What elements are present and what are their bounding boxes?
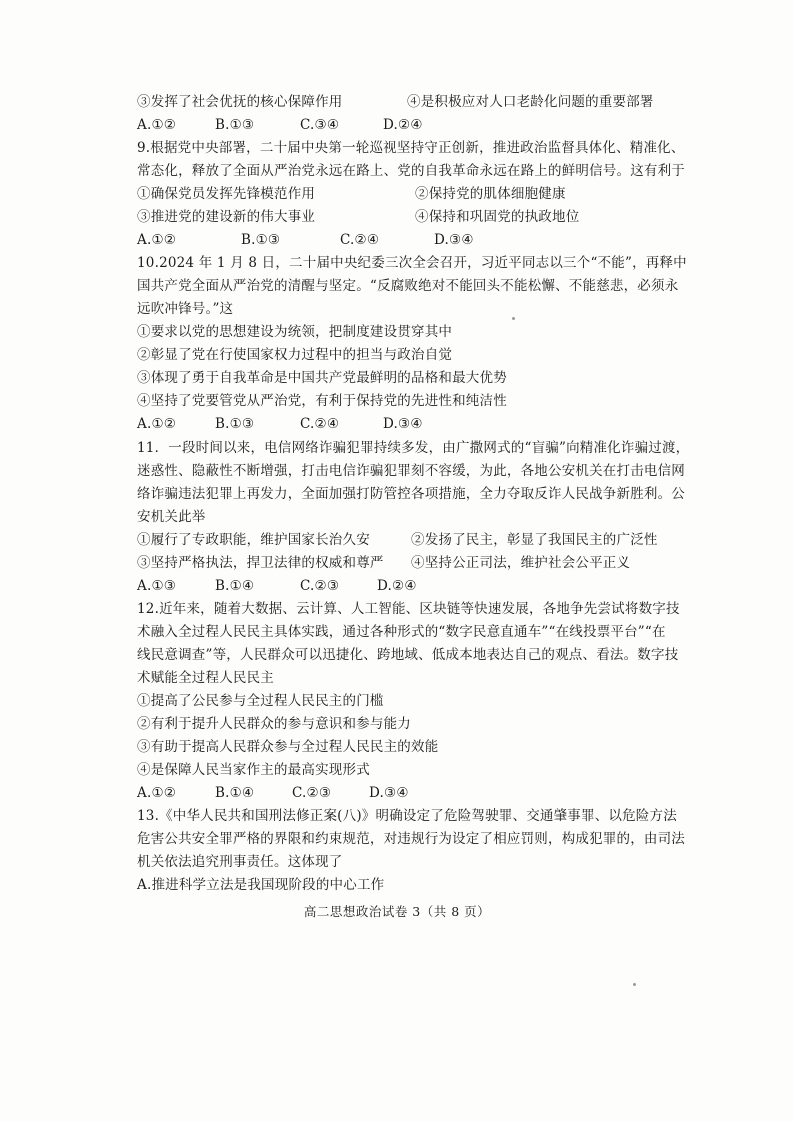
q10-statement-3: ③体现了勇于自我革命是中国共产党最鲜明的品格和最大优势 [137, 370, 507, 386]
q11-option-a: A.①③ [137, 578, 177, 594]
q12-statement-2: ②有利于提升人民群众的参与意识和参与能力 [137, 716, 411, 732]
q11-statement-4: ④坚持公正司法，维护社会公平正义 [411, 555, 631, 571]
q9-statement-2: ②保持党的肌体细胞健康 [415, 186, 566, 202]
q9-stem-line-2: 常态化，释放了全面从严治党永远在路上、党的自我革命永远在路上的鲜明信号。这有利于 [137, 163, 685, 179]
q13-stem-line-3: 机关依法追究刑事责任。这体现了 [137, 854, 343, 870]
q9-option-d: D.③④ [434, 232, 474, 248]
q12-stem-line-3: 线民意调查”等，人民群众可以迅捷化、跨地域、低成本地表达自己的观点、看法。数字技 [137, 647, 679, 663]
q8-statements-row [137, 92, 654, 112]
q8-option-d: D.②④ [383, 117, 423, 133]
q10-option-b: B.①③ [215, 416, 255, 432]
q13-stem-line-1: 13.《中华人民共和国刑法修正案(八)》明确设定了危险驾驶罪、交通肇事罪、以危险方法 [137, 808, 677, 824]
q12-stem-line-2: 术融入全过程人民民主具体实践，通过各种形式的“数字民意直通车”“在线投票平台”“在 [137, 624, 666, 640]
q9-option-c: C.②④ [340, 232, 380, 248]
q10-statement-1: ①要求以党的思想建设为统领，把制度建设贯穿其中 [137, 324, 453, 340]
q9-statement-3: ③推进党的建设新的伟大事业 [137, 209, 316, 225]
q8-option-c: C.③④ [300, 117, 340, 133]
q8-statement-4: ④是积极应对人口老龄化问题的重要部署 [407, 94, 654, 110]
q13-stem-line-2: 危害公共安全罪严格的界限和约束规范，对违规行为设定了相应罚则，构成犯罪的，由司法 [137, 831, 685, 847]
q11-option-c: C.②③ [300, 578, 340, 594]
q11-statement-1: ①履行了专政职能，维护国家长治久安 [137, 532, 370, 548]
q10-stem-line-1: 10.2024 年 1 月 8 日，二十届中央纪委三次全会召开，习近平同志以三个“不能”，再释中 [137, 255, 687, 271]
q9-statements-row-1 [137, 184, 566, 204]
q11-stem-line-1: 11．一段时间以来，电信网络诈骗犯罪持续多发，由广撒网式的“盲骗”向精准化诈骗过渡， [137, 440, 690, 456]
q11-statements-row-2 [137, 553, 631, 573]
q11-stem-line-3: 络诈骗违法犯罪上再发力，全面加强打防管控各项措施，全力夺取反诈人民战争新胜利。公 [137, 486, 685, 502]
q12-stem-line-1: 12.近年来，随着大数据、云计算、人工智能、区块链等快速发展，各地争先尝试将数字技 [137, 601, 680, 617]
q11-option-d: D.②④ [377, 578, 417, 594]
q8-option-b: B.①③ [215, 117, 255, 133]
page-footer: 高二思想政治试卷 3（共 8 页） [303, 904, 491, 919]
q10-stem-line-3: 远吹冲锋号。”这 [137, 301, 234, 317]
q11-statements-row-1 [137, 530, 658, 550]
q9-stem-line-1: 9.根据党中央部署，二十届中央第一轮巡视坚持守正创新，推进政治监督具体化、精准化、 [137, 140, 685, 156]
scan-speck [633, 983, 636, 986]
q12-option-b: B.①④ [215, 785, 255, 801]
q13-option-a: A.推进科学立法是我国现阶段的中心工作 [137, 877, 385, 893]
q11-statement-3: ③坚持严格执法，捍卫法律的权威和尊严 [137, 555, 384, 571]
q10-option-a: A.①② [137, 416, 177, 432]
q12-option-a: A.①② [137, 785, 177, 801]
q10-option-d: D.③④ [383, 416, 423, 432]
q10-option-c: C.②④ [300, 416, 340, 432]
q12-option-c: C.②③ [292, 785, 332, 801]
q9-statement-1: ①确保党员发挥先锋模范作用 [137, 186, 316, 202]
q10-statement-4: ④坚持了党要管党从严治党，有利于保持党的先进性和纯洁性 [137, 393, 507, 409]
q9-option-b: B.①③ [241, 232, 281, 248]
q10-stem-line-2: 国共产党全面从严治党的清醒与坚定。“反腐败绝对不能回头不能松懈、不能慈悲，必须永 [137, 278, 679, 294]
q12-option-d: D.③④ [369, 785, 409, 801]
q12-statement-3: ③有助于提高人民群众参与全过程人民民主的效能 [137, 739, 439, 755]
q12-statement-4: ④是保障人民当家作主的最高实现形式 [137, 762, 370, 778]
q9-statement-4: ④保持和巩固党的执政地位 [415, 209, 580, 225]
q10-statement-2: ②彰显了党在行使国家权力过程中的担当与政治自觉 [137, 347, 453, 363]
q11-stem-line-4: 安机关此举 [137, 509, 206, 525]
q12-statement-1: ①提高了公民参与全过程人民民主的门槛 [137, 693, 384, 709]
q8-option-a: A.①② [137, 117, 177, 133]
q9-option-a: A.①② [137, 232, 177, 248]
q11-stem-line-2: 迷惑性、隐蔽性不断增强，打击电信诈骗犯罪刻不容缓，为此，各地公安机关在打击电信网 [137, 463, 685, 479]
q11-statement-2: ②发扬了民主，彰显了我国民主的广泛性 [411, 532, 658, 548]
q11-option-b: B.①④ [215, 578, 255, 594]
q8-statement-3: ③发挥了社会优抚的核心保障作用 [137, 94, 343, 110]
q12-stem-line-4: 术赋能全过程人民民主 [137, 670, 274, 686]
q9-statements-row-2 [137, 207, 580, 227]
scan-speck [512, 317, 515, 320]
